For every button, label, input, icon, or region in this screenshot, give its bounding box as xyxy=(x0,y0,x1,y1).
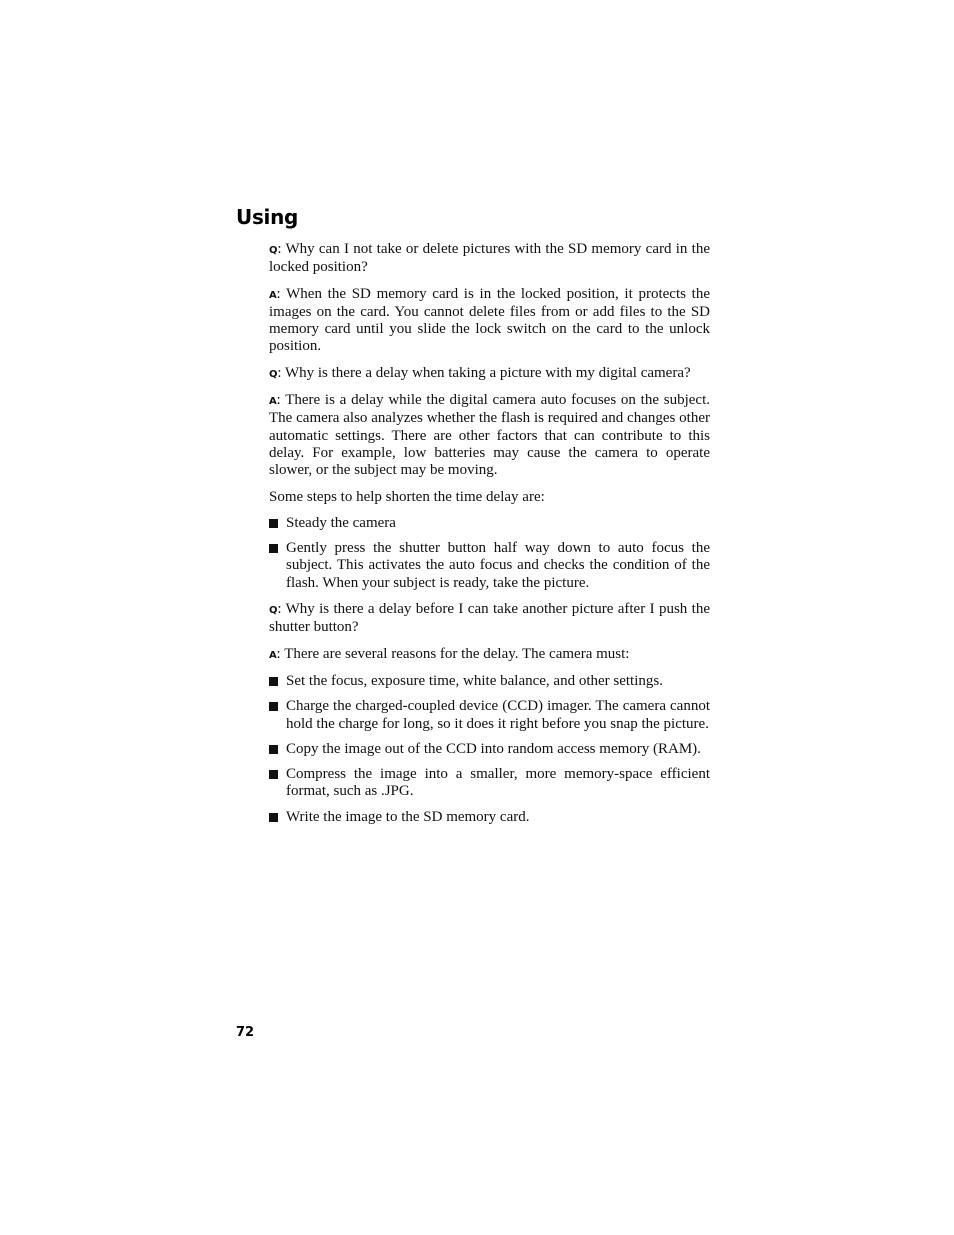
question-label: Q xyxy=(269,368,278,380)
square-bullet-icon xyxy=(269,745,278,754)
list-item xyxy=(269,515,710,532)
section-heading: Using xyxy=(236,205,299,229)
list-item xyxy=(269,809,710,826)
list-item xyxy=(269,766,710,801)
list-item xyxy=(269,540,710,592)
answer-text: : There is a delay while the digital camera auto focuses on the subject. The camera also analyzes whether the flash is required and changes other automatic settings. There are other factors that can contribute to this delay. For example, low batteries may cause the camera to operate slower, or the subject may be moving. xyxy=(269,392,710,479)
list-item xyxy=(269,741,710,758)
answer-text: : There are several reasons for the delay. The camera must: xyxy=(276,645,630,662)
answer-label: A xyxy=(269,396,277,408)
answer-2 xyxy=(269,392,710,479)
page-number: 72 xyxy=(236,1025,255,1040)
question-label: Q xyxy=(269,605,278,617)
question-text: : Why can I not take or delete pictures with the SD memory card in the locked position? xyxy=(269,241,710,276)
answer-label: A xyxy=(269,649,277,661)
square-bullet-icon xyxy=(269,770,278,779)
list-item-text: Compress the image into a smaller, more memory-space efficient format, such as .JPG. xyxy=(286,766,710,800)
steps-intro: Some steps to help shorten the time delay are: xyxy=(269,488,545,505)
square-bullet-icon xyxy=(269,519,278,528)
square-bullet-icon xyxy=(269,702,278,711)
answer-1 xyxy=(269,286,710,356)
list-item-text: Steady the camera xyxy=(286,514,396,531)
question-3 xyxy=(269,601,710,637)
list-item-text: Charge the charged-coupled device (CCD) imager. The camera cannot hold the charge for long, so it does it right before you snap the picture. xyxy=(286,698,710,732)
question-2 xyxy=(269,365,710,383)
square-bullet-icon xyxy=(269,813,278,822)
list-item-text: Copy the image out of the CCD into random access memory (RAM). xyxy=(286,740,701,757)
question-label: Q xyxy=(269,245,278,256)
answer-label: A xyxy=(269,289,277,301)
steps-list xyxy=(269,515,710,592)
faq-content xyxy=(269,241,710,835)
question-text: : Why is there a delay when taking a picture with my digital camera? xyxy=(277,364,691,381)
square-bullet-icon xyxy=(269,544,278,553)
reasons-list xyxy=(269,673,710,826)
list-item xyxy=(269,698,710,733)
list-item-text: Gently press the shutter button half way down to auto focus the subject. This activates the auto focus and checks the condition of the flash. When your subject is ready, take the picture. xyxy=(286,540,710,591)
list-item xyxy=(269,673,710,690)
question-text: : Why is there a delay before I can take another picture after I push the shutter button? xyxy=(269,601,710,636)
square-bullet-icon xyxy=(269,677,278,686)
list-item-text: Set the focus, exposure time, white balance, and other settings. xyxy=(286,672,663,689)
list-item-text: Write the image to the SD memory card. xyxy=(286,808,530,825)
answer-3 xyxy=(269,646,710,664)
answer-text: : When the SD memory card is in the locked position, it protects the images on the card. You cannot delete files from or add files to the SD memory card until you slide the lock switch on the card to the unlock position. xyxy=(269,285,710,355)
question-1 xyxy=(269,241,710,277)
